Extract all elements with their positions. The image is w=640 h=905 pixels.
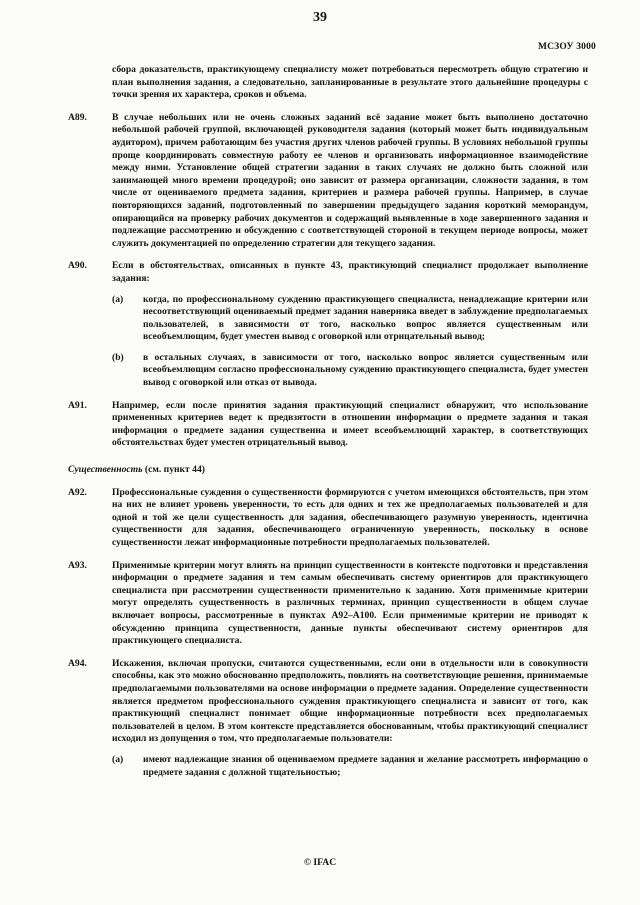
paragraph [68, 559, 588, 648]
list-item-label: (a) [112, 293, 124, 305]
list-item [112, 754, 588, 779]
section-reference: (см. пункт 44) [144, 464, 205, 476]
paragraph-text: Например, если после принятия задания практикующий специалист обнаружит, что использование примененных критериев ведет к предвзятости в отношении информации о предмете задания и такая информация о предмете задания существенна и имеет всеобъемлющий характер, в соответствующих обстоятельствах будет уместен отрицательный вывод. [112, 399, 588, 449]
page-content [68, 64, 588, 789]
continuation-text: сбора доказательств, практикующему специалисту может потребоваться пересмотреть общую стратегию и план выполнения задания, а следовательно, запланированные в результате этого дальнейшие процедуры с точки зрения их характера, сроков и объема. [112, 64, 588, 101]
list-item [112, 294, 588, 344]
paragraph-text: Если в обстоятельствах, описанных в пункте 43, практикующий специалист продолжает выполнение задания: [112, 260, 588, 284]
paragraph-number: A92. [68, 486, 87, 498]
paragraph-number: A90. [68, 260, 87, 272]
list-item [112, 352, 588, 390]
list-item-text: когда, по профессиональному суждению практикующего специалиста, ненадлежащие критерии или несоответствующий оцениваемый предмет задания наверняка введет в заблуждение предполагаемых пользователей, в зависимости от того, насколько вопрос является существенным или всеобъемлющим, будет уместен вывод с оговоркой или отрицательный вывод; [143, 293, 588, 343]
paragraph [68, 260, 588, 389]
paragraph-text: Применимые критерии могут влиять на принцип существенности в контексте подготовки и представления информации о предмете задания и тем самым обеспечивать систему ориентиров для практикующего специалиста при рассмотрении существенности применительно к заданию. Хотя применимые критерии могут определять существенность в различных терминах, принцип существенности в общем случае включает вопросы, рассмотренные в пунктах A92–A100. Если применимые критерии не приводят к обсуждению принципа существенности, данные пункты обеспечивают систему ориентиров для практикующего специалиста. [112, 559, 588, 647]
paragraph-group-before [68, 111, 588, 450]
section-heading [68, 464, 588, 477]
page-number: 39 [313, 10, 327, 25]
document-code: МСЗОУ 3000 [537, 42, 596, 52]
paragraph-group-after [68, 486, 588, 779]
paragraph-number: A94. [68, 657, 87, 669]
list-item-text: в остальных случаях, в зависимости от того, насколько вопрос является существенным или всеобъемлющим согласно профессиональному суждению практикующего специалиста, будет уместен вывод с оговоркой или отказ от вывода. [143, 351, 588, 389]
paragraph-number: A89. [68, 111, 87, 123]
section-title: Существенность [68, 464, 143, 476]
paragraph [68, 399, 588, 450]
paragraph [68, 486, 588, 550]
list-item-label: (b) [112, 351, 124, 363]
paragraph-number: A91. [68, 399, 87, 411]
paragraph-text: Искажения, включая пропуски, считаются существенными, если они в отдельности или в совокупности способны, как это можно обоснованно предположить, повлиять на соответствующие решения, принимаемые предполагаемыми пользователями на основе информации о предмете задания. Определение существенности является предметом профессионального суждения практикующего специалиста и зависит от того, как практикующий специалист понимает общие информационные потребности всех предполагаемых пользователей в целом. В этом контексте представляется обоснованным, чтобы практикующий специалист исходил из допущения о том, что предполагаемые пользователи: [112, 657, 588, 745]
footer-copyright: © IFAC [303, 857, 337, 868]
list-item-text: имеют надлежащие знания об оцениваемом предмете задания и желание рассмотреть информацию о предмете задания с должной тщательностью; [143, 753, 588, 778]
paragraph [68, 657, 588, 779]
paragraph [68, 111, 588, 251]
paragraph-text: В случае небольших или не очень сложных заданий всё задание может быть выполнено достаточно небольшой рабочей группой, включающей руководителя задания (который может быть индивидуальным аудитором), причем работающим без участия других членов рабочей группы. В условиях небольшой группы проще координировать совместную работу ее членов и организовать информационное взаимодействие между ними. Установление общей стратегии задания в таких случаях не должно быть сложной или занимающей много времени процедурой; оно зависит от размера организации, сложности задания, в том числе от оцениваемого предмета задания, критериев и размера рабочей группы. Например, в случае повторяющихся заданий, подготовленный по завершении предыдущего задания короткий меморандум, опирающийся на проверку рабочих документов и содержащий выявленные в ходе завершенного задания и подлежащие рассмотрению и обсуждению с соответствующей стороной в текущем периоде вопросы, может служить документацией по определению стратегии для текущего задания. [112, 111, 588, 249]
paragraph-text: Профессиональные суждения о существенности формируются с учетом имеющихся обстоятельств, при этом на них не влияет уровень уверенности, то есть для одних и тех же предполагаемых пользователей и для одной и той же цели существенность для задания, обеспечивающего разумную уверенность, идентична существенности для задания, обеспечивающего ограниченную уверенность, поскольку в основе существенности лежат информационные потребности предполагаемых пользователей. [112, 486, 588, 548]
paragraph-number: A93. [68, 559, 87, 571]
list-item-label: (a) [112, 753, 124, 765]
